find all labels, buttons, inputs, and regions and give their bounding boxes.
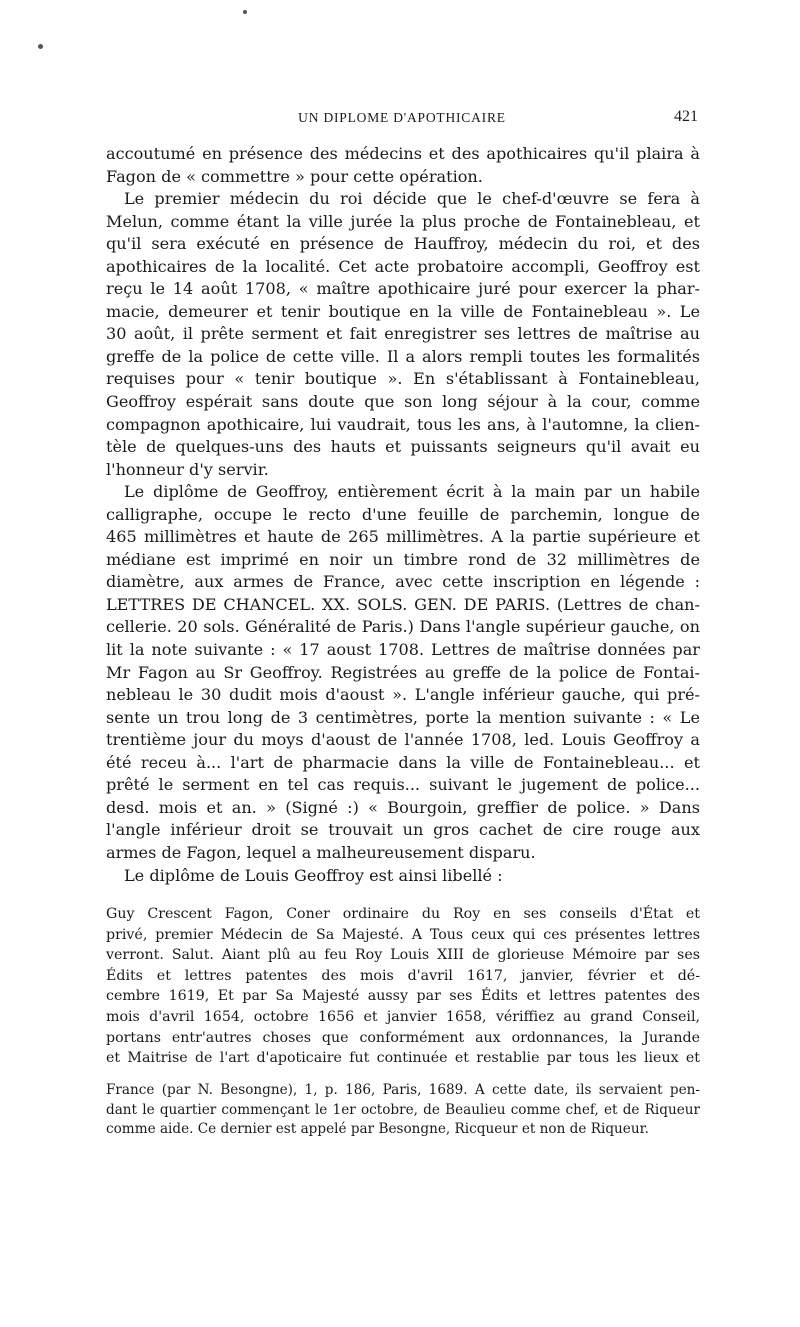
quote-line: et Maitrise de l'art d'apoticaire fut continuée et restablie par tous les lieux et bbox=[106, 1050, 700, 1067]
text-line: accoutumé en présence des médecins et des apothicaires qu'il plaira à bbox=[106, 144, 700, 163]
quote-line: Édits et lettres patentes des mois d'avril 1617, janvier, février et dé- bbox=[106, 967, 700, 984]
text-line: reçu le 14 août 1708, « maître apothicaire juré pour exercer la phar- bbox=[106, 279, 700, 299]
text-line: prêté le serment en tel cas requis... suivant le jugement de police... bbox=[106, 775, 700, 795]
text-line: tèle de quelques-uns des hauts et puissants seigneurs qu'il avait eu bbox=[106, 437, 700, 457]
quote-line: verront. Salut. Aiant plû au feu Roy Louis XIII de glorieuse Mémoire par ses bbox=[106, 947, 700, 964]
text-line: calligraphe, occupe le recto d'une feuille de parchemin, longue de bbox=[106, 504, 700, 524]
text-line: macie, demeurer et tenir boutique en la ville de Fontainebleau ». Le bbox=[106, 301, 700, 321]
text-line: l'angle inférieur droit se trouvait un gros cachet de cire rouge aux bbox=[106, 820, 700, 840]
margin-speck bbox=[243, 10, 247, 14]
quote-line: portans entr'autres choses que conformément aux ordonnances, la Jurande bbox=[106, 1029, 700, 1046]
running-title: UN DIPLOME D'APOTHICAIRE bbox=[298, 110, 506, 125]
running-header bbox=[106, 108, 698, 130]
text-line: greffe de la police de cette ville. Il a alors rempli toutes les formalités bbox=[106, 346, 700, 366]
text-line: été receu à... l'art de pharmacie dans la ville de Fontainebleau... et bbox=[106, 752, 700, 772]
footnote bbox=[106, 1081, 700, 1140]
text-line: nebleau le 30 dudit mois d'aoust ». L'angle inférieur gauche, qui pré- bbox=[106, 685, 700, 705]
text-line: l'honneur d'y servir. bbox=[106, 459, 269, 479]
text-line: Mr Fagon au Sr Geoffroy. Registrées au greffe de la police de Fontai- bbox=[106, 662, 700, 682]
text-line: armes de Fagon, lequel a malheureusement disparu. bbox=[106, 842, 536, 862]
text-line: Le premier médecin du roi décide que le chef-d'œuvre se fera à bbox=[124, 189, 700, 209]
text-line: 30 août, il prête serment et fait enregistrer ses lettres de maîtrise au bbox=[106, 324, 700, 344]
text-line: sente un trou long de 3 centimètres, porte la mention suivante : « Le bbox=[106, 707, 700, 727]
footnote-line: comme aide. Ce dernier est appelé par Besongne, Ricqueur et non de Riqueur. bbox=[106, 1121, 649, 1137]
text-line: diamètre, aux armes de France, avec cette inscription en légende : bbox=[106, 572, 700, 592]
text-line: desd. mois et an. » (Signé :) « Bourgoin, greffier de police. » Dans bbox=[106, 797, 700, 817]
quote-line: mois d'avril 1654, octobre 1656 et janvier 1658, vériffiez au grand Conseil, bbox=[106, 1008, 700, 1025]
text-line: compagnon apothicaire, lui vaudrait, tous les ans, à l'automne, la clien- bbox=[106, 414, 700, 434]
main-text bbox=[106, 143, 700, 887]
text-line: médiane est imprimé en noir un timbre rond de 32 millimètres de bbox=[106, 549, 700, 569]
text-line: requises pour « tenir boutique ». En s'établissant à Fontainebleau, bbox=[106, 369, 700, 389]
footnote-line: dant le quartier commençant le 1er octobre, de Beaulieu comme chef, et de Riqueur bbox=[106, 1101, 700, 1118]
text-line: trentième jour du moys d'aoust de l'année 1708, led. Louis Geoffroy a bbox=[106, 730, 700, 750]
margin-speck bbox=[38, 44, 43, 49]
text-line: Melun, comme étant la ville jurée la plus proche de Fontainebleau, et bbox=[106, 211, 700, 231]
text-line: Le diplôme de Louis Geoffroy est ainsi libellé : bbox=[124, 865, 503, 885]
text-line: 465 millimètres et haute de 265 millimètres. A la partie supérieure et bbox=[106, 527, 700, 547]
text-line: apothicaires de la localité. Cet acte probatoire accompli, Geoffroy est bbox=[106, 256, 700, 276]
text-line: cellerie. 20 sols. Généralité de Paris.) Dans l'angle supérieur gauche, on bbox=[106, 617, 700, 637]
page-number: 421 bbox=[674, 108, 698, 125]
text-line: LETTRES DE CHANCEL. XX. SOLS. GEN. DE PARIS. (Lettres de chan- bbox=[106, 594, 700, 614]
text-line: Fagon de « commettre » pour cette opération. bbox=[106, 166, 483, 186]
diploma-quotation bbox=[106, 904, 700, 1069]
text-line: Le diplôme de Geoffroy, entièrement écrit à la main par un habile bbox=[124, 482, 700, 502]
text-line: lit la note suivante : « 17 aoust 1708. Lettres de maîtrise données par bbox=[106, 640, 700, 660]
quote-line: privé, premier Médecin de Sa Majesté. A Tous ceux qui ces présentes lettres bbox=[106, 926, 700, 943]
text-line: Geoffroy espérait sans doute que son long séjour à la cour, comme bbox=[106, 392, 700, 412]
quote-line: cembre 1619, Et par Sa Majesté aussy par ses Édits et lettres patentes des bbox=[106, 988, 700, 1005]
quote-line: Guy Crescent Fagon, Coner ordinaire du Roy en ses conseils d'État et bbox=[106, 906, 700, 922]
text-line: qu'il sera exécuté en présence de Hauffroy, médecin du roi, et des bbox=[106, 234, 700, 254]
footnote-line: France (par N. Besongne), 1, p. 186, Paris, 1689. A cette date, ils servaient pen- bbox=[106, 1082, 700, 1098]
